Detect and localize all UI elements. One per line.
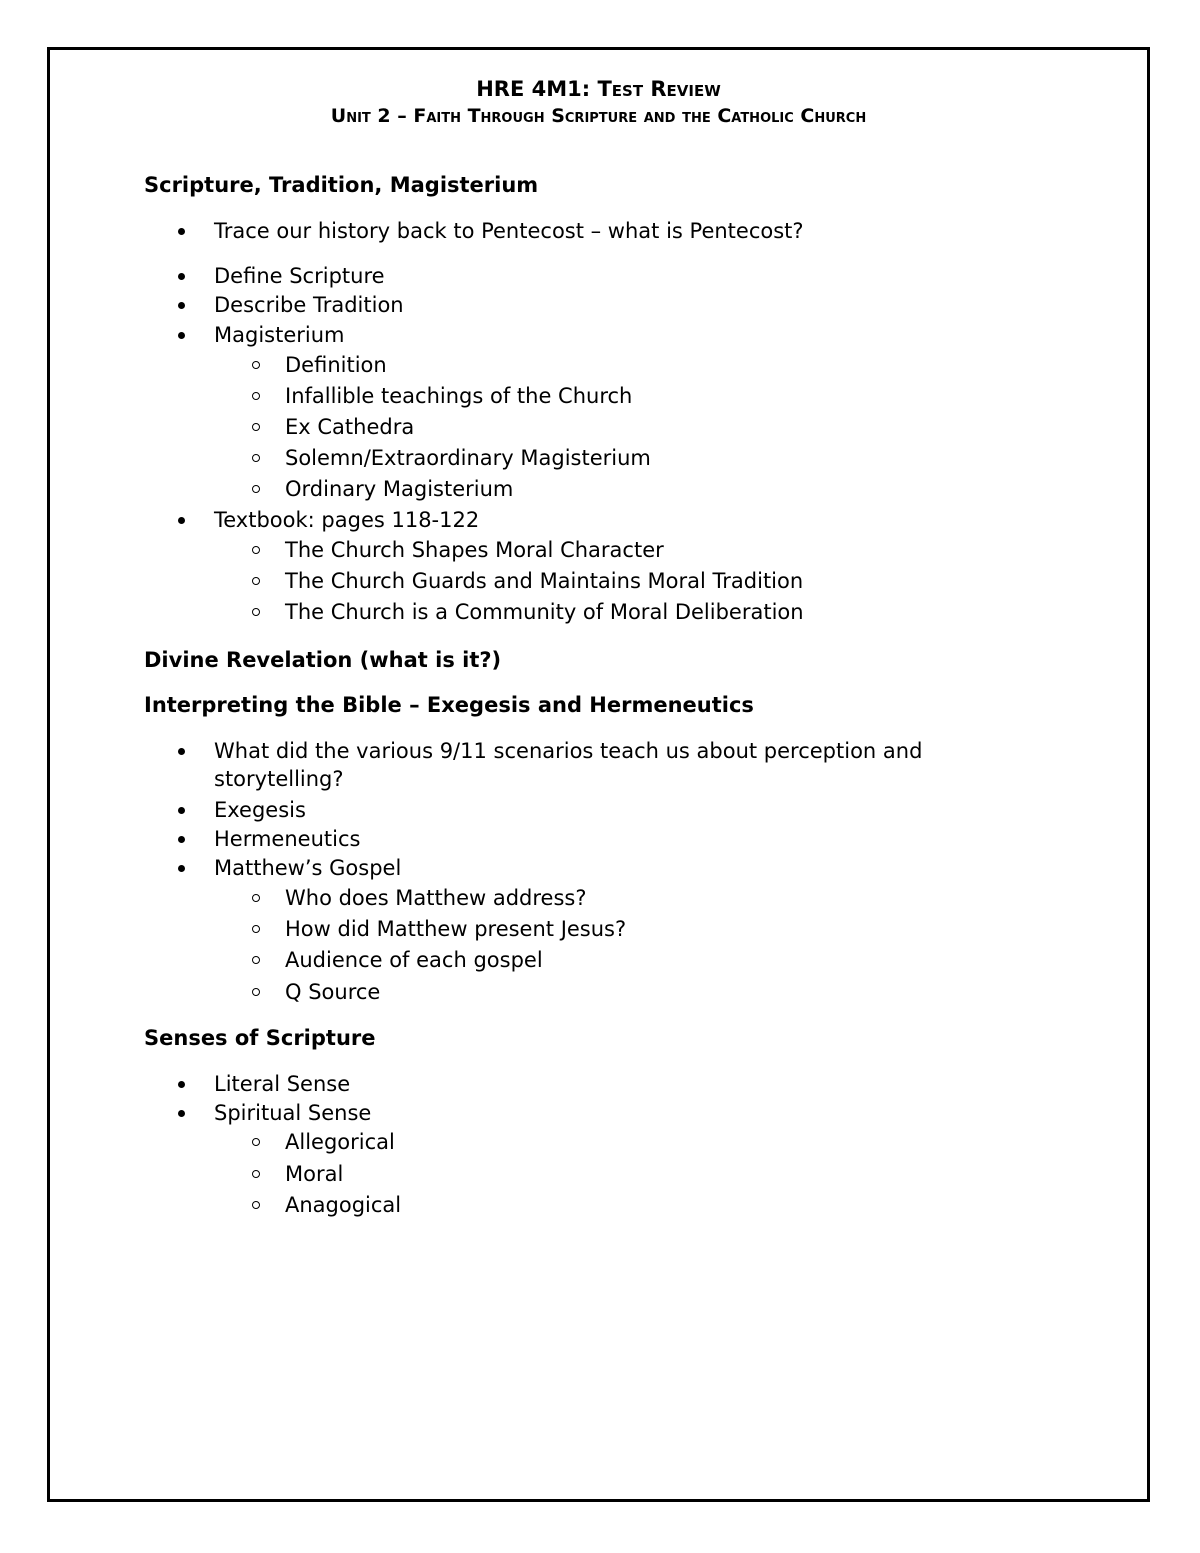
sub-list-item: The Church Guards and Maintains Moral Tradition bbox=[285, 569, 804, 593]
list-item: What did the various 9/11 scenarios teach us about perception and storytelling? bbox=[214, 737, 1044, 793]
sub-list-item: The Church Shapes Moral Character bbox=[285, 538, 664, 562]
unit-subtitle: Unit 2 – Faith Through Scripture and the Catholic Church bbox=[330, 105, 867, 127]
sub-list-item: How did Matthew present Jesus? bbox=[285, 917, 627, 941]
section-heading: Interpreting the Bible – Exegesis and Hermeneutics bbox=[144, 693, 754, 717]
sub-list-item: Audience of each gospel bbox=[285, 948, 543, 972]
list-item: Magisterium bbox=[214, 323, 345, 347]
sub-list-item: Allegorical bbox=[285, 1130, 395, 1154]
sub-list-item: Solemn/Extraordinary Magisterium bbox=[285, 446, 651, 470]
section-heading: Scripture, Tradition, Magisterium bbox=[144, 173, 539, 197]
list-item: Trace our history back to Pentecost – what is Pentecost? bbox=[214, 219, 804, 243]
section-heading: Senses of Scripture bbox=[144, 1026, 376, 1050]
list-item: Define Scripture bbox=[214, 264, 385, 288]
sub-list-item: Definition bbox=[285, 353, 387, 377]
list-item: Matthew’s Gospel bbox=[214, 856, 402, 880]
sub-list-item: Infallible teachings of the Church bbox=[285, 384, 633, 408]
list-item: Hermeneutics bbox=[214, 827, 361, 851]
sub-list-item: Anagogical bbox=[285, 1193, 402, 1217]
sub-list-item: Ordinary Magisterium bbox=[285, 477, 514, 501]
list-item: Exegesis bbox=[214, 798, 306, 822]
sub-list-item: Who does Matthew address? bbox=[285, 886, 587, 910]
list-item: Describe Tradition bbox=[214, 293, 404, 317]
list-item: Textbook: pages 118-122 bbox=[214, 508, 480, 532]
list-item: Literal Sense bbox=[214, 1072, 351, 1096]
section-heading: Divine Revelation (what is it?) bbox=[144, 648, 502, 672]
page-frame bbox=[47, 47, 1150, 1502]
list-item: Spiritual Sense bbox=[214, 1101, 372, 1125]
sub-list-item: The Church is a Community of Moral Deliberation bbox=[285, 600, 804, 624]
course-code: HRE 4M1: bbox=[476, 77, 591, 101]
sub-list-item: Q Source bbox=[285, 980, 381, 1004]
sub-list-item: Ex Cathedra bbox=[285, 415, 415, 439]
title-text: Test Review bbox=[597, 77, 721, 101]
sub-list-item: Moral bbox=[285, 1162, 344, 1186]
document-title bbox=[50, 75, 1147, 103]
